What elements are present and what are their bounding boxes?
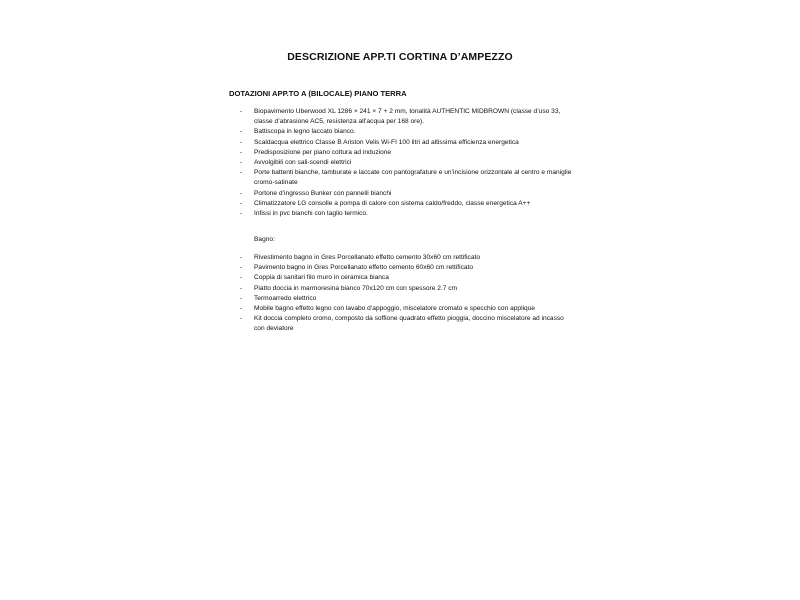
list-item bbox=[0, 263, 574, 273]
list-item bbox=[0, 253, 574, 263]
list-item-text: Predisposizione per piano cottura ad induzione bbox=[254, 148, 392, 156]
bullet-dash: - bbox=[240, 210, 243, 218]
bullet-dash: - bbox=[240, 169, 243, 177]
bathroom-heading: Bagno: bbox=[254, 236, 275, 243]
list-item-text: Porte battenti bianche, tamburate e laccate con pantografature e un’incisione orizzontale al centro e maniglie cromo-satinate bbox=[254, 169, 572, 187]
list-item bbox=[0, 273, 574, 283]
list-item bbox=[0, 148, 574, 158]
bullet-dash: - bbox=[240, 148, 243, 156]
bullet-dash: - bbox=[240, 199, 243, 207]
list-item bbox=[0, 168, 574, 188]
list-item-text: Piatto doccia in marmoresina bianco 70x120 cm con spessore 2.7 cm bbox=[254, 284, 458, 292]
list-item-text: Kit doccia completo cromo, composto da soffione quadrato effetto pioggia, doccino miscelatore ad incasso con deviatore bbox=[254, 315, 564, 333]
list-item-text: Coppia di sanitari filo muro in ceramica bianca bbox=[254, 274, 389, 282]
bullet-dash: - bbox=[240, 264, 243, 272]
bullet-dash: - bbox=[240, 294, 243, 302]
section-heading: DOTAZIONI APP.TO A (BILOCALE) PIANO TERRA bbox=[229, 89, 407, 98]
list-item bbox=[0, 199, 574, 209]
list-item-text: Pavimento bagno in Gres Porcellanato effetto cemento 60x60 cm rettificato bbox=[254, 264, 474, 272]
list-item bbox=[0, 127, 574, 137]
list-item bbox=[0, 138, 574, 148]
document-title: DESCRIZIONE APP.TI CORTINA D’AMPEZZO bbox=[287, 51, 513, 63]
list-item-text: Battiscopa in legno laccato bianco. bbox=[254, 128, 356, 136]
list-item bbox=[0, 158, 574, 168]
list-item-text: Mobile bagno effetto legno con lavabo d’appoggio, miscelatore cromato e specchio con applique bbox=[254, 305, 536, 313]
bullet-dash: - bbox=[240, 284, 243, 292]
bullet-dash: - bbox=[240, 108, 243, 115]
list-item-text: Rivestimento bagno in Gres Porcellanato effetto cemento 30x60 cm rettificato bbox=[254, 254, 481, 261]
list-item-text: Scaldacqua elettrico Classe B Ariston Velis Wi-FI 100 litri ad altissima efficienza energetica bbox=[254, 138, 519, 146]
features-list bbox=[0, 107, 800, 219]
bullet-dash: - bbox=[240, 305, 243, 313]
list-item bbox=[0, 314, 574, 334]
list-item bbox=[0, 294, 574, 304]
bullet-dash: - bbox=[240, 254, 243, 261]
bullet-dash: - bbox=[240, 128, 243, 136]
bathroom-list bbox=[0, 253, 800, 335]
list-item-text: Avvolgibili con sali-scendi elettrici bbox=[254, 159, 352, 167]
bullet-dash: - bbox=[240, 189, 243, 197]
bullet-dash: - bbox=[240, 138, 243, 146]
list-item bbox=[0, 284, 574, 294]
list-item-text: Termoarredo elettrico bbox=[254, 294, 317, 302]
list-item bbox=[0, 304, 574, 314]
list-item-text: Biopavimento Uberwood XL 1286 × 241 × 7 + 2 mm, tonalità AUTHENTIC MIDBROWN (classe d’uso 33, classe d’abrasione AC5, resistenza all’acqua per 168 ore). bbox=[254, 108, 561, 126]
list-item bbox=[0, 107, 574, 127]
bullet-dash: - bbox=[240, 159, 243, 167]
list-item bbox=[0, 189, 574, 199]
list-item-text: Infissi in pvc bianchi con taglio termico. bbox=[254, 210, 368, 218]
bullet-dash: - bbox=[240, 315, 243, 323]
list-item-text: Climatizzatore LG consolle a pompa di calore con sistema caldo/freddo, classe energetica A++ bbox=[254, 199, 531, 207]
bullet-dash: - bbox=[240, 274, 243, 282]
list-item bbox=[0, 209, 574, 219]
list-item-text: Portone d’ingresso Bunker con pannelli bianchi bbox=[254, 189, 392, 197]
